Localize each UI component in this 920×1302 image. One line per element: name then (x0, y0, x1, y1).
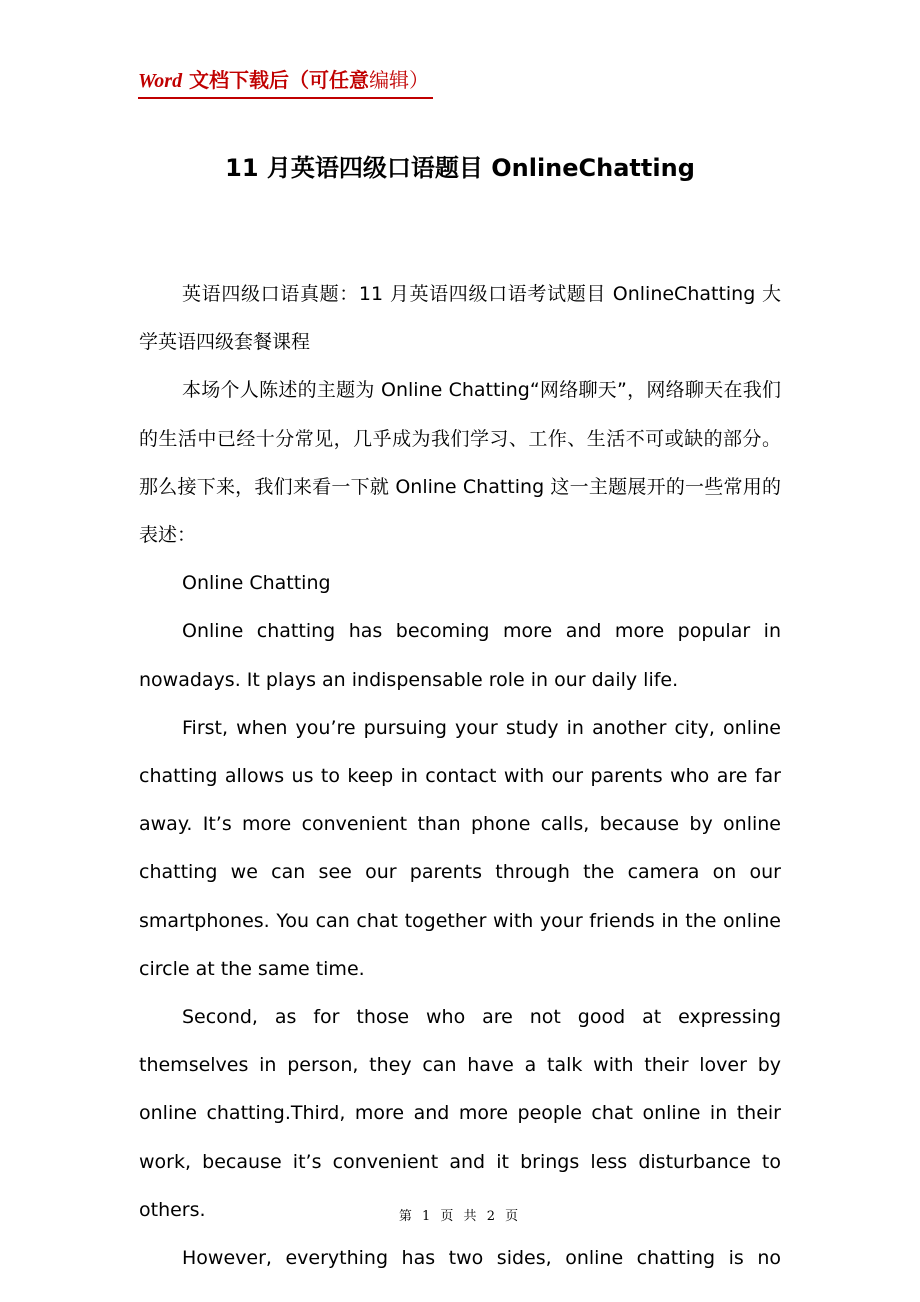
paragraph-topic: 本场个人陈述的主题为 Online Chatting“网络聊天”，网络聊天在我们的生活中已经十分常见，几乎成为我们学习、工作、生活不可或缺的部分。那么接下来，我们来看一下就 Online Chatting 这一主题展开的一些常用的表述： (139, 379, 781, 547)
header-word-label: Word (138, 70, 183, 92)
paragraph-heading: Online Chatting (182, 572, 331, 595)
paragraph-first: First, when you’re pursuing your study in another city, online chatting allows us to keep in contact with our parents who are far away. It’s more convenient than phone calls, because by online chatting we can see our parents through the camera on our smartphones. You can chat together with your friends in the online circle at the same time. (139, 716, 781, 980)
paragraph-however: However, everything has two sides, online chatting is no (182, 1247, 781, 1270)
document-body (139, 270, 781, 1282)
page-footer: 第 1 页 共 2 页 (398, 1209, 522, 1224)
paragraph-opening: Online chatting has becoming more and more popular in nowadays. It plays an indispensable role in our daily life. (139, 620, 781, 691)
header-text: 文档下载后（可任意 (182, 68, 370, 92)
header-edit-text: 编辑） (369, 68, 430, 92)
paragraph-second: Second, as for those who are not good at expressing themselves in person, they can have a talk with their lover by online chatting.Third, more and more people chat online in their work, because it’s convenient and it brings less disturbance to others. (139, 1006, 781, 1221)
document-title: 11 月英语四级口语题目 OnlineChatting (225, 154, 695, 182)
paragraph-intro: 英语四级口语真题：11 月英语四级口语考试题目 OnlineChatting 大学英语四级套餐课程 (139, 283, 781, 354)
document-header (138, 64, 433, 99)
